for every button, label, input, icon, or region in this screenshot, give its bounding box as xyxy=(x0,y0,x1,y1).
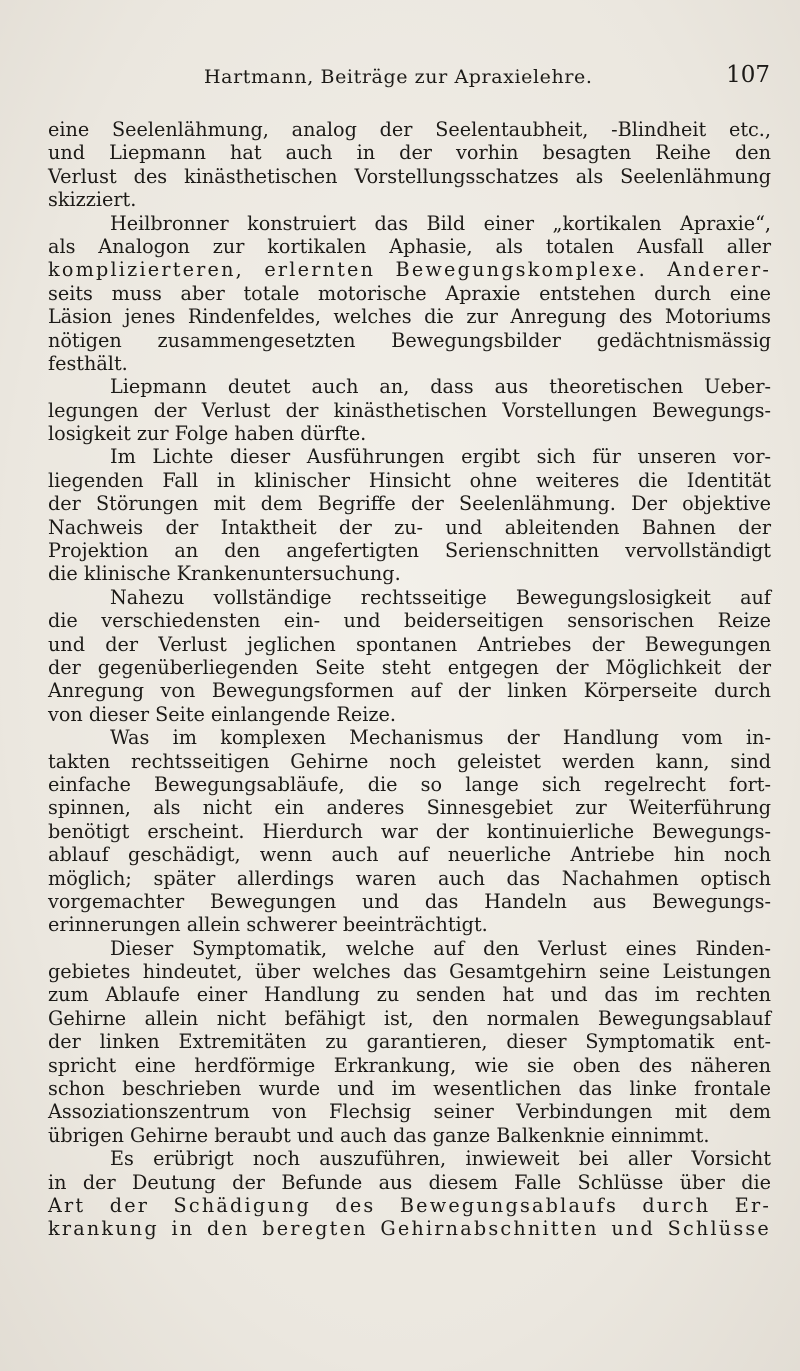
text-line: von dieser Seite einlangende Reize. xyxy=(48,702,396,726)
text-line: spricht eine herdförmige Erkrankung, wie sie oben des näheren xyxy=(48,1053,771,1077)
text-line: Assoziationszentrum von Flechsig seiner Verbindungen mit dem xyxy=(48,1100,771,1124)
text-line: skizziert. xyxy=(48,188,137,212)
text-line: übrigen Gehirne beraubt und auch das ganze Balkenknie einnimmt. xyxy=(48,1123,710,1147)
text-line: seits muss aber totale motorische Apraxie entstehen durch eine xyxy=(48,281,771,305)
text-line: Es erübrigt noch auszuführen, inwieweit bei aller Vorsicht xyxy=(110,1147,771,1171)
text-line: Heilbronner konstruiert das Bild einer „kortikalen Apraxie“, xyxy=(110,211,771,235)
text-line: und der Verlust jeglichen spontanen Antriebes der Bewegungen xyxy=(48,632,771,656)
text-line: Gehirne allein nicht befähigt ist, den normalen Bewegungsablauf xyxy=(48,1006,771,1030)
text-line: gebietes hindeutet, über welches das Gesamtgehirn seine Leistungen xyxy=(48,960,771,984)
text-line: spinnen, als nicht ein anderes Sinnesgebiet zur Weiterführung xyxy=(48,796,771,820)
page-number: 107 xyxy=(726,62,770,88)
text-line: Dieser Symptomatik, welche auf den Verlust eines Rinden- xyxy=(110,936,771,960)
text-line: komplizierteren, erlernten Bewegungskomplexe. Anderer- xyxy=(48,258,771,282)
text-line: Im Lichte dieser Ausführungen ergibt sich für unseren vor- xyxy=(110,445,771,469)
text-line: der Störungen mit dem Begriffe der Seelenlähmung. Der objektive xyxy=(48,492,771,516)
text-line: takten rechtsseitigen Gehirne noch geleistet werden kann, sind xyxy=(48,749,771,773)
text-line: Was im komplexen Mechanismus der Handlung vom in- xyxy=(110,726,771,750)
text-line: und Liepmann hat auch in der vorhin besagten Reihe den xyxy=(48,141,771,165)
text-line: festhält. xyxy=(48,351,128,375)
text-line: benötigt erscheint. Hierdurch war der kontinuierliche Bewegungs- xyxy=(48,819,771,843)
text-line: schon beschrieben wurde und im wesentlichen das linke frontale xyxy=(48,1077,771,1101)
text-line: in der Deutung der Befunde aus diesem Falle Schlüsse über die xyxy=(48,1170,771,1194)
text-line: vorgemachter Bewegungen und das Handeln aus Bewegungs- xyxy=(48,889,771,913)
text-line: einfache Bewegungsabläufe, die so lange sich regelrecht fort- xyxy=(48,772,771,796)
text-line: Art der Schädigung des Bewegungsablaufs durch Er- xyxy=(48,1193,771,1217)
text-line: der linken Extremitäten zu garantieren, dieser Symptomatik ent- xyxy=(48,1030,771,1054)
text-line: die klinische Krankenuntersuchung. xyxy=(48,562,401,586)
text-line: krankung in den beregten Gehirnabschnitten und Schlüsse xyxy=(48,1217,771,1241)
text-line: Läsion jenes Rindenfeldes, welches die zur Anregung des Motoriums xyxy=(48,305,771,329)
text-line: ablauf geschädigt, wenn auch auf neuerliche Antriebe hin noch xyxy=(48,843,771,867)
body-text xyxy=(48,118,771,1241)
text-line: Projektion an den angefertigten Serienschnitten vervollständigt xyxy=(48,539,771,563)
text-line: zum Ablaufe einer Handlung zu senden hat und das im rechten xyxy=(48,983,771,1007)
text-line: Verlust des kinästhetischen Vorstellungsschatzes als Seelenlähmung xyxy=(48,164,771,188)
text-line: möglich; später allerdings waren auch das Nachahmen optisch xyxy=(48,866,771,890)
text-line: Liepmann deutet auch an, dass aus theoretischen Ueber- xyxy=(110,375,771,399)
text-line: liegenden Fall in klinischer Hinsicht ohne weiteres die Identität xyxy=(48,468,771,492)
text-line: Nachweis der Intaktheit der zu- und ableitenden Bahnen der xyxy=(48,515,771,539)
text-line: legungen der Verlust der kinästhetischen Vorstellungen Bewegungs- xyxy=(48,398,771,422)
text-line: als Analogon zur kortikalen Aphasie, als totalen Ausfall aller xyxy=(48,234,771,258)
running-title: Hartmann, Beiträge zur Apraxielehre. xyxy=(204,66,593,88)
text-line: Anregung von Bewegungsformen auf der linken Körperseite durch xyxy=(48,679,771,703)
text-line: der gegenüberliegenden Seite steht entgegen der Möglichkeit der xyxy=(48,655,771,679)
page-header xyxy=(48,62,770,96)
text-line: die verschiedensten ein- und beiderseitigen sensorischen Reize xyxy=(48,609,771,633)
text-line: nötigen zusammengesetzten Bewegungsbilder gedächtnismässig xyxy=(48,328,771,352)
text-line: Nahezu vollständige rechtsseitige Bewegungslosigkeit auf xyxy=(110,585,771,609)
text-line: erinnerungen allein schwerer beeinträchtigt. xyxy=(48,913,488,937)
text-line: losigkeit zur Folge haben dürfte. xyxy=(48,422,367,446)
text-line: eine Seelenlähmung, analog der Seelentaubheit, -Blindheit etc., xyxy=(48,118,771,141)
